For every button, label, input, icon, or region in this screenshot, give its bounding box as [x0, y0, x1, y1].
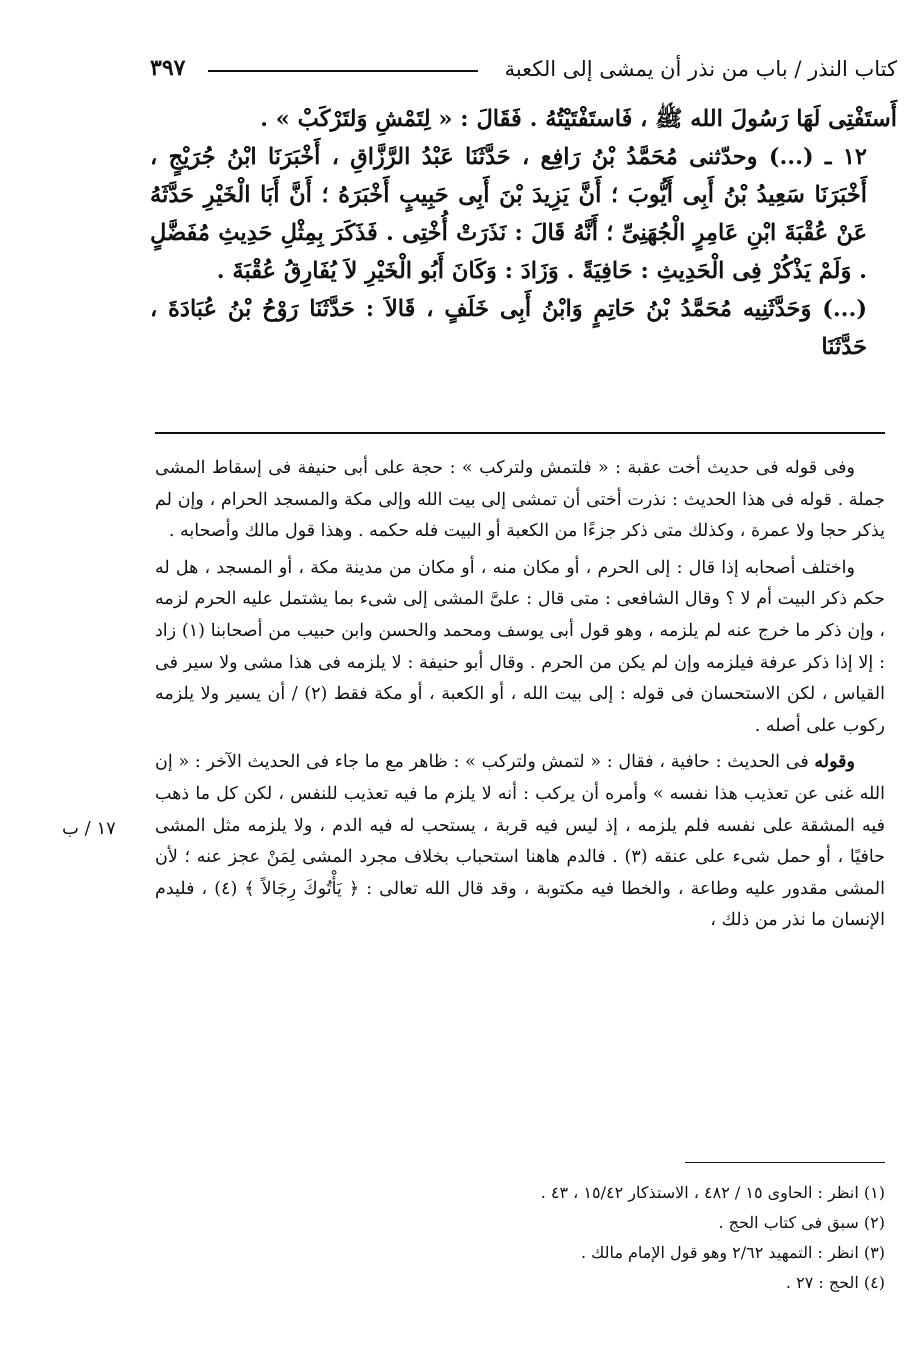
commentary-paragraph: واختلف أصحابه إذا قال : إلى الحرم ، أو مكان منه ، أو مكان من مدينة مكة ، أو المسجد ، هل له حكم ذكر البيت أم لا ؟ وقال الشافعى : متى قال : علىَّ المشى إلى شىء بما يشتمل عليه الحرم لزمه ، وإن ذكر ما خرج عنه لم يلزمه ، وهو قول أبى يوسف ومحمد والحسن وابن حبيب من أصحابنا (١) زاد : إلا إذا ذكر عرفة فيلزمه وإن لم يكن من الحرم . وقال أبو حنيفة : لا يلزمه فى هذا مشى ولا سير فى القياس ، لكن الاستحسان فى قوله : إلى بيت الله ، أو الكعبة ، أو مكة فقط (٢) / أن يسير ولا يلزمه ركوب على أصله .: [155, 557, 885, 736]
lead-word: وقوله: [814, 752, 855, 773]
footnotes: [155, 1178, 885, 1298]
hadith-paragraph: (...) وَحَدَّثَنِيه مُحَمَّدُ بْنُ حَاتِمٍ وَابْنُ أَبِى خَلَفٍ ، قَالاَ : حَدَّثَنَا رَوْحُ بْنُ عُبَادَةَ ، حَدَّثَنَا: [150, 296, 867, 360]
footnote: (٤) الحج : ٢٧ .: [785, 1273, 885, 1292]
commentary-paragraph: وفى قوله فى حديث أخت عقبة : « فلتمش ولتركب » : حجة على أبى حنيفة فى إسقاط المشى جملة . قوله فى هذا الحديث : نذرت أختى أن تمشى إلى بيت الله وإلى مكة والمسجد الحرام ، وإن لم يذكر حجا ولا عمرة ، وكذلك متى ذكر جزءًا من الكعبة أو البيت فله حكمه . وهذا قول مالك وأصحابه .: [155, 458, 885, 542]
hadith-paragraph: ١٢ ـ (...) وحدّثنى مُحَمَّدُ بْنُ رَافِع ، حَدَّثَنَا عَبْدُ الرَّزَّاقِ ، أَخْبَرَنَا ابْنُ جُرَيْجٍ ، أَخْبَرَنَا سَعِيدُ بْنُ أَبِى أَيُّوبَ ؛ أَنَّ يَزِيدَ بْنَ أَبِى حَبِيبٍ أَخْبَرَهُ ؛ أَنَّ أَبَا الْخَيْرِ حَدَّثَهُ عَنْ عُقْبَةَ ابْنِ عَامِرٍ الْجُهَنِىِّ ؛ أَنَّهُ قَالَ : نَذَرَتْ أُخْتِى . فَذَكَرَ بِمِثْلِ حَدِيثِ مُفَضَّلٍ . وَلَمْ يَذْكُرْ فِى الْحَدِيثِ : حَافِيَةً . وَزَادَ : وَكَانَ أَبُو الْخَيْرِ لاَ يُفَارِقُ عُقْبَةَ .: [150, 144, 867, 284]
hadith-text: [150, 100, 897, 366]
manuscript-folio-note: ١٧ / ب: [62, 818, 116, 839]
footnote: (٣) انظر : التمهيد ٢/٦٢ وهو قول الإمام مالك .: [580, 1243, 885, 1262]
running-title: كتاب النذر / باب من نذر أن يمشى إلى الكعبة: [504, 57, 897, 81]
commentary-divider: [155, 432, 885, 434]
footnote: (٢) سبق فى كتاب الحج .: [718, 1213, 885, 1232]
running-header: [150, 55, 897, 87]
footnote: (١) انظر : الحاوى ١٥ / ٤٨٢ ، الاستذكار ١٥/٤٢ ، ٤٣ .: [540, 1183, 885, 1202]
footnote-divider: [685, 1162, 885, 1163]
hadith-paragraph: أَستَفْتِى لَهَا رَسُولَ الله ﷺ ، فَاستَفْتَيْتُهُ . فَقَالَ : « لِتَمْشِ وَلتَرْكَبْ » .: [260, 106, 897, 132]
page-number: ٣٩٧: [150, 55, 186, 81]
commentary-paragraph: وقوله فى الحديث : حافية ، فقال : « لتمش ولتركب » : ظاهر مع ما جاء فى الحديث الآخر : « إن الله غنى عن تعذيب هذا نفسه » وأمره أن يركب : أنه لا يلزم ما فيه تعذيب للنفس ، لكن كل ما ذهب فيه المشقة على نفسه فلم يلزمه ، إذ ليس فيه قربة ، يستحب له فيه الدم ، ولا يلزمه مثل المشى حافيًا ، أو حمل شىء على عنقه (٣) . فالدم هاهنا استحباب بخلاف مجرد المشى لِمَنْ عجز عنه ؛ لأن المشى مقدور عليه وطاعة ، والخطا فيه مكتوبة ، وقد قال الله تعالى : ﴿ يَأْتُوكَ رِجَالاً ﴾ (٤) ، فليدم الإنسان ما نذر من ذلك ،: [155, 752, 886, 931]
commentary-text: [155, 453, 885, 937]
header-rule: [208, 70, 478, 72]
